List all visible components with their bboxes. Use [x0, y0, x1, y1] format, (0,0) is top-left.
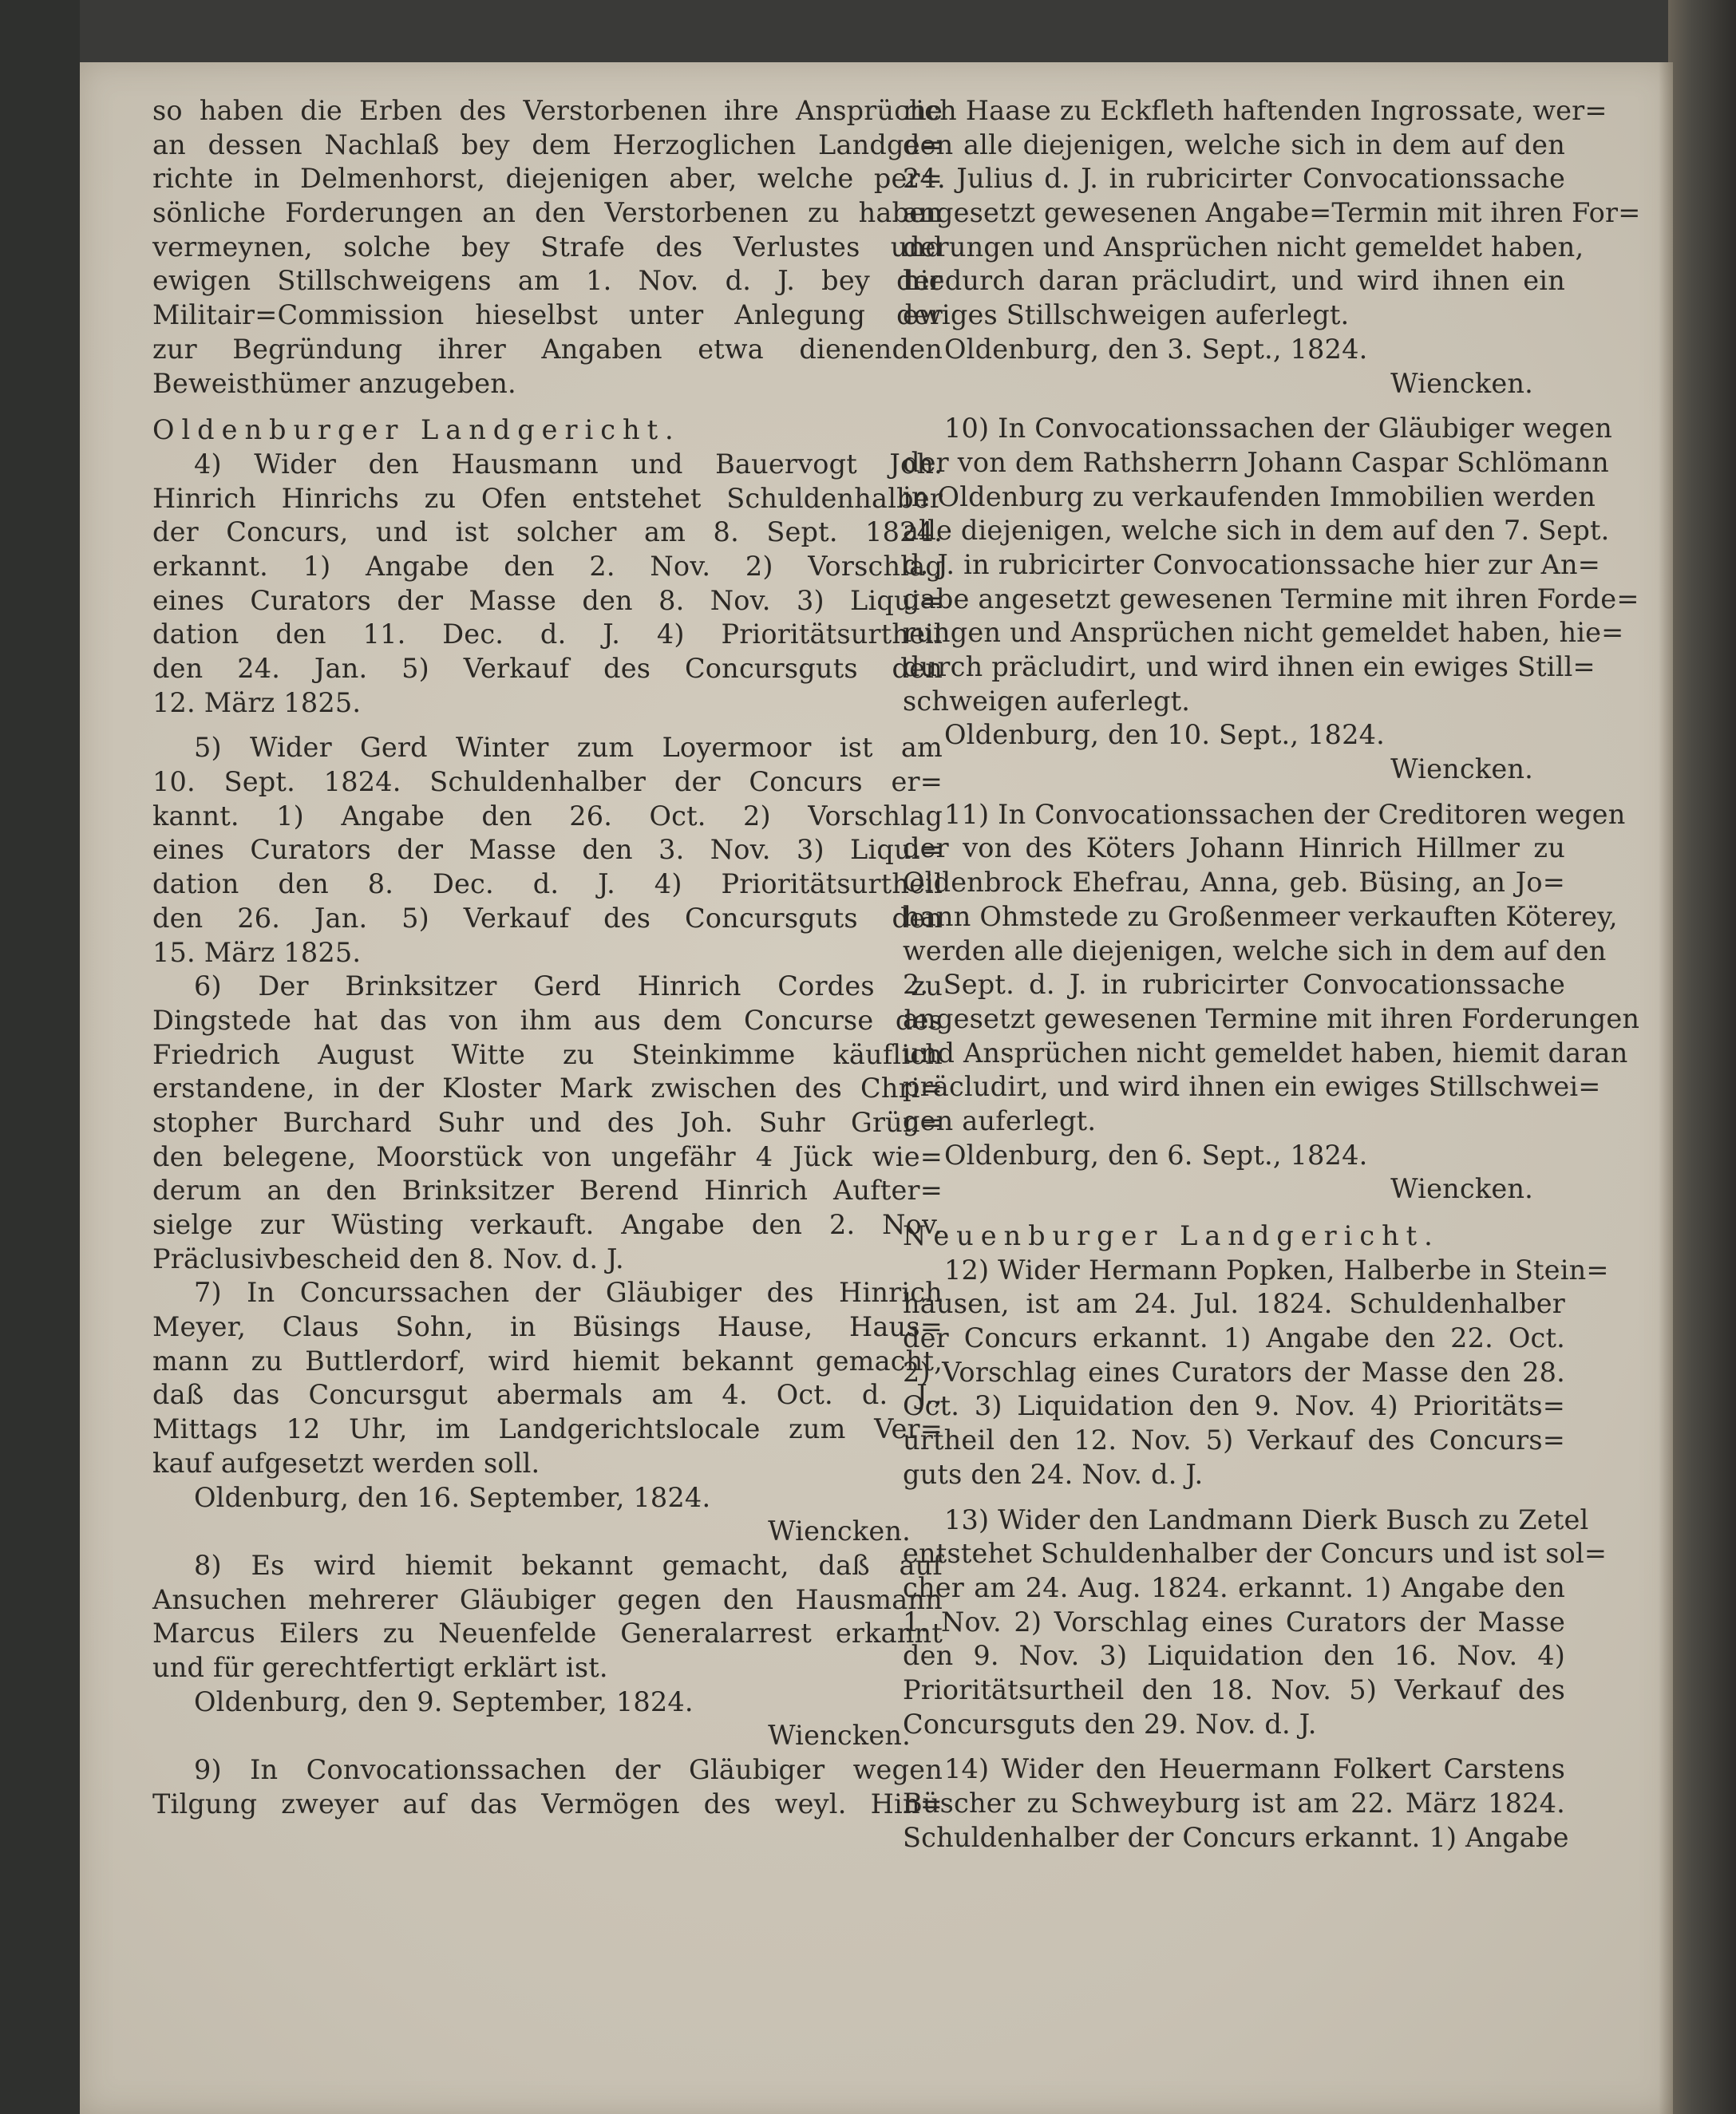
left-column-line: 10. Sept. 1824. Schuldenhalber der Concurs er=: [152, 766, 943, 798]
left-column-line: derum an den Brinksitzer Berend Hinrich Aufter=: [152, 1175, 943, 1207]
right-column-line: Wiencken.: [1390, 1173, 1533, 1205]
right-column-line: Wiencken.: [1390, 367, 1533, 399]
right-column-line: der von dem Rathsherrn Johann Caspar Schlömann: [903, 446, 1609, 478]
right-column-line: cher am 24. Aug. 1824. erkannt. 1) Angabe den: [903, 1571, 1565, 1603]
left-column-line: und für gerechtfertigt erklärt ist.: [152, 1651, 608, 1683]
right-column-line: ewiges Stillschweigen auferlegt.: [903, 299, 1350, 331]
right-column-line: der von des Köters Johann Hinrich Hillmer zu: [903, 832, 1565, 864]
left-column-line: eines Curators der Masse den 3. Nov. 3) Liqui=: [152, 834, 943, 866]
left-column-line: Oldenburg, den 9. September, 1824.: [194, 1685, 694, 1717]
left-column-line: vermeynen, solche bey Strafe des Verlustes und: [152, 231, 943, 263]
left-column-line: erkannt. 1) Angabe den 2. Nov. 2) Vorschlag: [152, 550, 943, 582]
left-column-line: 9) In Convocationssachen der Gläubiger wegen: [194, 1754, 943, 1785]
right-column-line: 13) Wider den Landmann Dierk Busch zu Zetel: [944, 1504, 1589, 1535]
left-column-line: 4) Wider den Hausmann und Bauervogt Joh.: [194, 448, 943, 480]
right-column-line: werden alle diejenigen, welche sich in dem auf den: [903, 935, 1607, 966]
right-column-line: Oldenburg, den 10. Sept., 1824.: [944, 719, 1385, 751]
right-column-line: angesetzt gewesenen Termine mit ihren Forderungen: [903, 1002, 1640, 1034]
left-column-line: Meyer, Claus Sohn, in Büsings Hause, Haus=: [152, 1311, 943, 1343]
left-text-column: [152, 94, 943, 1821]
left-column-line: den 24. Jan. 5) Verkauf des Concursguts den: [152, 653, 943, 684]
right-column-line: 12) Wider Hermann Popken, Halberbe in Stein=: [944, 1254, 1609, 1286]
right-column-line: guts den 24. Nov. d. J.: [903, 1458, 1204, 1490]
right-column-line: Oldenburg, den 3. Sept., 1824.: [944, 333, 1368, 365]
left-column-line: ewigen Stillschweigens am 1. Nov. d. J. bey der: [152, 265, 943, 297]
left-column-line: Beweisthümer anzugeben.: [152, 367, 516, 399]
left-column-line: Ansuchen mehrerer Gläubiger gegen den Hausmann: [152, 1583, 943, 1615]
right-column-line: 1. Nov. 2) Vorschlag eines Curators der Masse: [903, 1606, 1565, 1638]
right-column-line: d. J. in rubricirter Convocationssache hier zur An=: [903, 548, 1601, 580]
right-text-column: [903, 94, 1641, 1855]
right-column-line: den 9. Nov. 3) Liquidation den 16. Nov. 4): [903, 1640, 1565, 1672]
right-column-line: 14) Wider den Heuermann Folkert Carstens: [944, 1753, 1565, 1785]
right-column-line: den alle diejenigen, welche sich in dem auf den: [903, 128, 1565, 160]
page-binding-shadow: [1659, 62, 1673, 2114]
left-column-line: zur Begründung ihrer Angaben etwa dienenden: [152, 333, 943, 365]
right-column-line: Büscher zu Schweyburg ist am 22. März 1824.: [903, 1788, 1565, 1819]
right-column-line: 2. Sept. d. J. in rubricirter Convocationssache: [903, 969, 1565, 1001]
right-column-line: Wiencken.: [1390, 753, 1533, 785]
left-column-line: 15. März 1825.: [152, 936, 362, 968]
right-column-line: schweigen auferlegt.: [903, 685, 1191, 717]
left-column-line: so haben die Erben des Verstorbenen ihre Ansprüche: [152, 95, 943, 126]
left-column-line: 8) Es wird hiemit bekannt gemacht, daß auf: [194, 1549, 943, 1581]
right-column-line: rich Haase zu Eckfleth haftenden Ingrossate, wer=: [903, 95, 1607, 126]
left-column-line: 12. März 1825.: [152, 686, 362, 718]
right-column-line: 24. Julius d. J. in rubricirter Convocationssache: [903, 163, 1565, 195]
right-column-line: Oldenbrock Ehefrau, Anna, geb. Büsing, an Jo=: [903, 867, 1565, 899]
right-column-line: derungen und Ansprüchen nicht gemeldet haben,: [903, 231, 1584, 263]
left-column-line: Mittags 12 Uhr, im Landgerichtslocale zum Ver=: [152, 1413, 943, 1445]
left-column-line: erstandene, in der Kloster Mark zwischen des Chri=: [152, 1073, 943, 1104]
left-column-line: sielge zur Wüsting verkauft. Angabe den 2. Nov.: [152, 1209, 943, 1240]
right-column-line: und Ansprüchen nicht gemeldet haben, hiemit daran: [903, 1037, 1628, 1069]
right-column-line: 11) In Convocationssachen der Creditoren wegen: [944, 798, 1626, 830]
left-column-line: Wiencken.: [768, 1720, 911, 1752]
left-column-line: Oldenburger Landgericht.: [152, 414, 681, 446]
left-column-line: Wiencken.: [768, 1515, 911, 1547]
left-column-line: daß das Concursgut abermals am 4. Oct. d. J.,: [152, 1379, 943, 1411]
left-column-line: dation den 11. Dec. d. J. 4) Prioritätsurtheil: [152, 618, 943, 650]
right-column-line: hausen, ist am 24. Jul. 1824. Schuldenhalber: [903, 1288, 1565, 1320]
right-column-line: alle diejenigen, welche sich in dem auf den 7. Sept.: [903, 515, 1610, 547]
right-column-line: gen auferlegt.: [903, 1104, 1097, 1136]
left-column-line: eines Curators der Masse den 8. Nov. 3) Liqui=: [152, 584, 943, 616]
right-column-line: entstehet Schuldenhalber der Concurs und ist sol=: [903, 1538, 1607, 1570]
left-column-line: stopher Burchard Suhr und des Joh. Suhr Grün=: [152, 1106, 943, 1138]
right-column-line: angesetzt gewesenen Angabe=Termin mit ihren For=: [903, 197, 1641, 229]
left-column-line: Marcus Eilers zu Neuenfelde Generalarrest erkannt: [152, 1618, 943, 1650]
right-column-line: Prioritätsurtheil den 18. Nov. 5) Verkauf des: [903, 1673, 1565, 1705]
left-column-line: 6) Der Brinksitzer Gerd Hinrich Cordes zu: [194, 970, 943, 1002]
right-column-line: rungen und Ansprüchen nicht gemeldet haben, hie=: [903, 617, 1624, 649]
right-column-line: Oldenburg, den 6. Sept., 1824.: [944, 1139, 1368, 1171]
left-column-line: kannt. 1) Angabe den 26. Oct. 2) Vorschlag: [152, 800, 943, 832]
right-column-line: präcludirt, und wird ihnen ein ewiges Stillschwei=: [903, 1071, 1601, 1103]
left-column-line: der Concurs, und ist solcher am 8. Sept. 1824.: [152, 516, 943, 548]
right-column-line: hann Ohmstede zu Großenmeer verkauften Köterey,: [903, 900, 1618, 932]
left-column-line: 7) In Concurssachen der Gläubiger des Hinrich: [194, 1277, 943, 1309]
left-column-line: dation den 8. Dec. d. J. 4) Prioritätsurtheil: [152, 868, 943, 900]
left-column-line: Oldenburg, den 16. September, 1824.: [194, 1481, 711, 1513]
left-column-line: den belegene, Moorstück von ungefähr 4 Jück wie=: [152, 1140, 943, 1172]
right-column-line: Neuenburger Landgericht.: [903, 1220, 1440, 1251]
right-column-line: urtheil den 12. Nov. 5) Verkauf des Concurs=: [903, 1424, 1565, 1456]
right-column-line: in Oldenburg zu verkaufenden Immobilien werden: [903, 480, 1596, 512]
left-column-line: an dessen Nachlaß bey dem Herzoglichen Landge=: [152, 128, 943, 160]
right-column-line: 10) In Convocationssachen der Gläubiger wegen: [944, 413, 1613, 445]
right-column-line: Schuldenhalber der Concurs erkannt. 1) Angabe: [903, 1821, 1569, 1853]
scan-background-right: [1668, 0, 1736, 2114]
left-column-line: Präclusivbescheid den 8. Nov. d. J.: [152, 1243, 624, 1274]
right-column-line: der Concurs erkannt. 1) Angabe den 22. Oct.: [903, 1322, 1565, 1354]
right-column-line: hiedurch daran präcludirt, und wird ihnen ein: [903, 265, 1565, 297]
left-column-line: sönliche Forderungen an den Verstorbenen zu haben: [152, 197, 943, 229]
right-column-line: Oct. 3) Liquidation den 9. Nov. 4) Prioritäts=: [903, 1390, 1565, 1422]
right-column-line: gabe angesetzt gewesenen Termine mit ihren Forde=: [903, 583, 1639, 614]
left-column-line: mann zu Buttlerdorf, wird hiemit bekannt gemacht,: [152, 1345, 943, 1377]
left-column-line: Tilgung zweyer auf das Vermögen des weyl. Hin=: [152, 1788, 943, 1820]
left-column-line: kauf aufgesetzt werden soll.: [152, 1447, 540, 1479]
left-column-line: Friedrich August Witte zu Steinkimme käuflich: [152, 1038, 943, 1070]
right-column-line: 2) Vorschlag eines Curators der Masse den 28.: [903, 1356, 1565, 1388]
right-column-line: durch präcludirt, und wird ihnen ein ewiges Still=: [903, 651, 1596, 682]
scan-background-left: [0, 0, 80, 2114]
left-column-line: 5) Wider Gerd Winter zum Loyermoor ist am: [194, 732, 943, 764]
right-column-line: Concursguts den 29. Nov. d. J.: [903, 1708, 1317, 1740]
left-column-line: Militair=Commission hieselbst unter Anlegung der: [152, 299, 943, 331]
left-column-line: richte in Delmenhorst, diejenigen aber, welche per=: [152, 163, 943, 195]
left-column-line: den 26. Jan. 5) Verkauf des Concursguts den: [152, 902, 943, 934]
left-column-line: Dingstede hat das von ihm aus dem Concurse des: [152, 1004, 943, 1036]
left-column-line: Hinrich Hinrichs zu Ofen entstehet Schuldenhalber: [152, 482, 943, 514]
